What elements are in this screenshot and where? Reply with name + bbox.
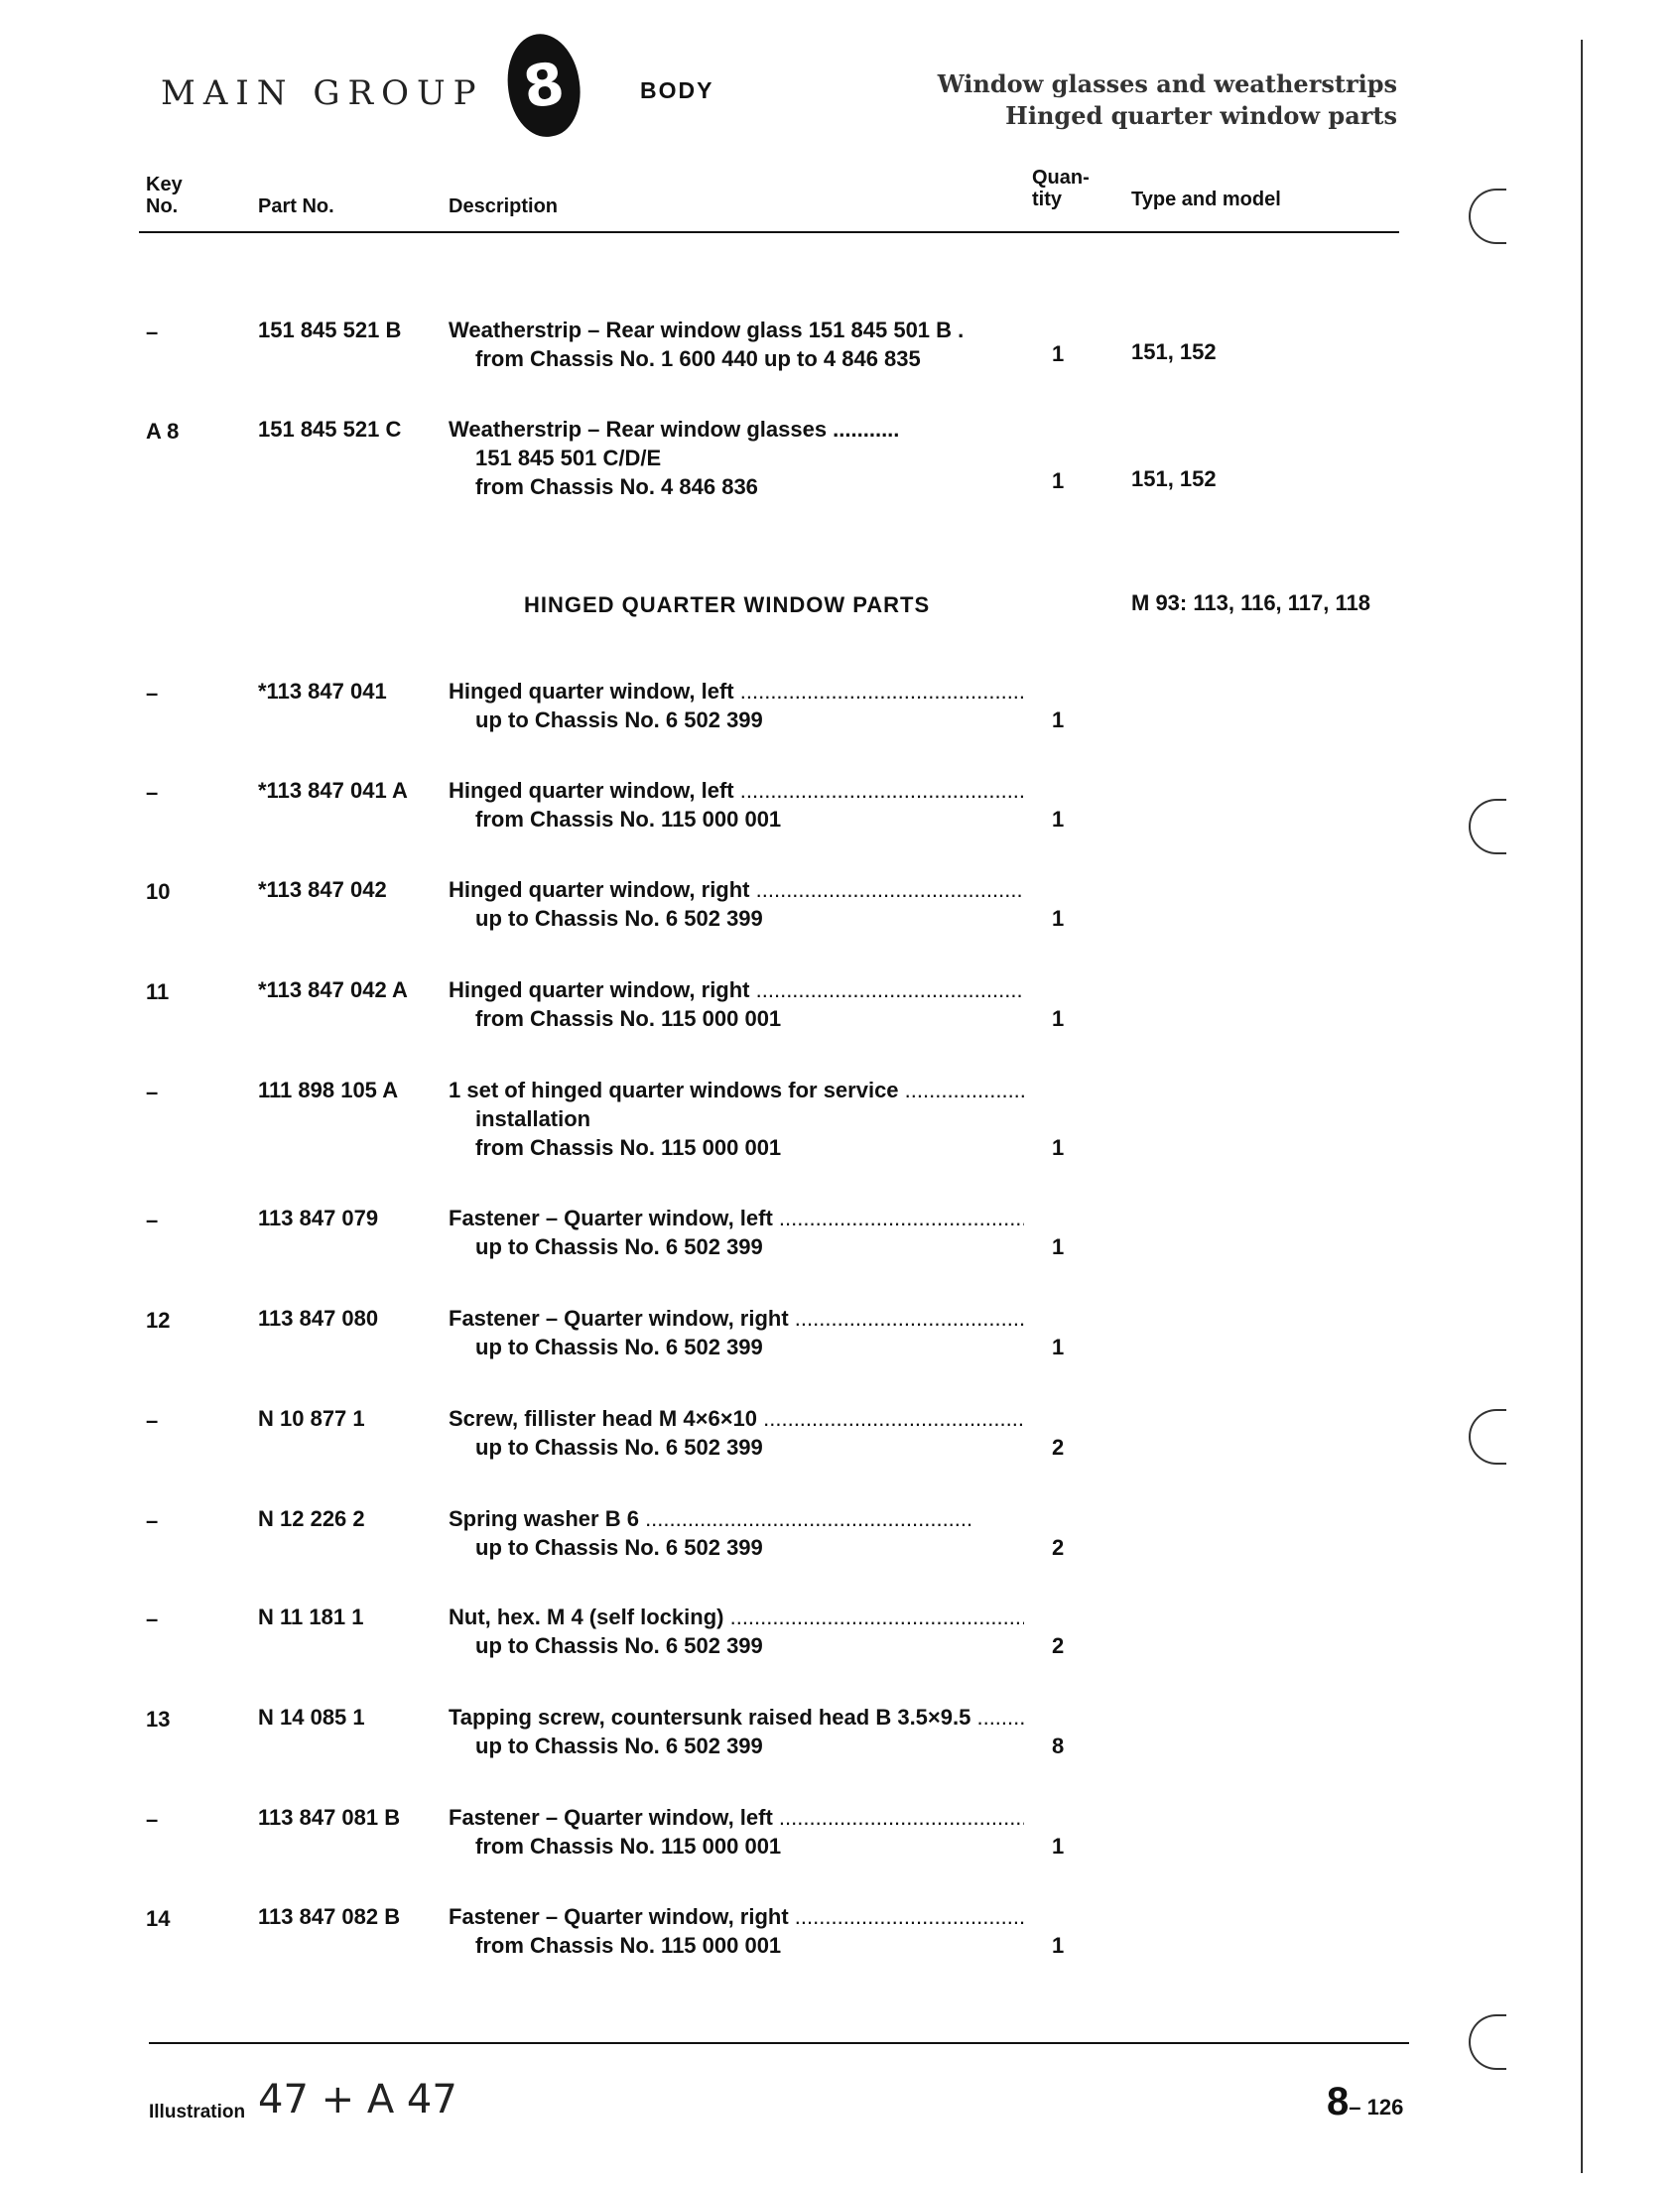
column-header-type: Type and model: [1131, 189, 1281, 210]
part-number: *113 847 042 A: [258, 977, 408, 1002]
part-number: *113 847 041 A: [258, 778, 408, 803]
column-header-quantity: [1032, 167, 1090, 210]
type-model: 151, 152: [1131, 466, 1217, 491]
key-number: –: [146, 1208, 159, 1232]
description-line: from Chassis No. 115 000 001: [475, 1135, 782, 1160]
quantity: 8: [1052, 1734, 1065, 1758]
key-number: 11: [146, 979, 170, 1004]
key-number: –: [146, 320, 159, 344]
key-number: –: [146, 1508, 159, 1533]
key-number: –: [146, 1408, 159, 1433]
quantity: 2: [1052, 1435, 1065, 1460]
subtitle-1: Window glasses and weatherstrips: [937, 69, 1397, 98]
key-number: –: [146, 1807, 159, 1832]
part-number: 151 845 521 C: [258, 417, 402, 442]
illustration-label: Illustration: [149, 2102, 246, 2122]
section-heading: HINGED QUARTER WINDOW PARTS: [524, 592, 931, 617]
description: [449, 677, 1024, 734]
description: [449, 1803, 1024, 1861]
header-rule: [139, 231, 1399, 233]
key-number: –: [146, 681, 159, 706]
part-number: N 10 877 1: [258, 1406, 365, 1431]
description: [449, 1304, 1024, 1361]
description: [449, 975, 1024, 1033]
part-number: 151 845 521 B: [258, 318, 402, 342]
description-line: 1 set of hinged quarter windows for service .....: [449, 1076, 1024, 1104]
description-line: up to Chassis No. 6 502 399: [475, 906, 763, 931]
description-line: from Chassis No. 115 000 001: [475, 1933, 782, 1958]
part-number: N 11 181 1: [258, 1605, 364, 1629]
quantity: 1: [1052, 707, 1065, 732]
description-line: up to Chassis No. 6 502 399: [475, 707, 763, 732]
description: [449, 1603, 1024, 1660]
key-number: 12: [146, 1308, 171, 1333]
section-title: BODY: [640, 77, 714, 103]
description-line: from Chassis No. 115 000 001: [475, 1834, 782, 1859]
page-number-main: 8: [1327, 2080, 1350, 2123]
quantity: 1: [1052, 341, 1065, 366]
description-line: Hinged quarter window, right .....: [449, 975, 1024, 1004]
description: [449, 1404, 1024, 1462]
column-header-description: Description: [449, 195, 559, 217]
key-number: A 8: [146, 419, 180, 444]
quantity: 1: [1052, 1135, 1065, 1160]
description-line: Fastener – Quarter window, left .....: [449, 1204, 1024, 1232]
description-line: up to Chassis No. 6 502 399: [475, 1633, 763, 1658]
subtitle-2: Hinged quarter window parts: [1005, 101, 1397, 130]
description-line: Fastener – Quarter window, left .....: [449, 1803, 1024, 1832]
part-number: 111 898 105 A: [258, 1078, 399, 1102]
description-line: Screw, fillister head M 4×6×10 .....: [449, 1404, 1024, 1433]
key-number: –: [146, 780, 159, 805]
description-line: up to Chassis No. 6 502 399: [475, 1435, 763, 1460]
footer-rule: [149, 2042, 1409, 2044]
part-number: *113 847 041: [258, 679, 387, 704]
description: [449, 1902, 1024, 1960]
description-line: installation: [475, 1106, 591, 1131]
description: [449, 875, 1024, 933]
description-line: up to Chassis No. 6 502 399: [475, 1335, 763, 1359]
quantity: 1: [1052, 1933, 1065, 1958]
description: [449, 1076, 1024, 1162]
quantity: 2: [1052, 1535, 1065, 1560]
description-line: up to Chassis No. 6 502 399: [475, 1734, 763, 1758]
description-line: 151 845 501 C/D/E: [475, 446, 662, 470]
quantity: 1: [1052, 1335, 1065, 1359]
quantity: 1: [1052, 807, 1065, 832]
description-line: Tapping screw, countersunk raised head B 3.5×9.5 .....: [449, 1703, 1024, 1732]
description-line: from Chassis No. 115 000 001: [475, 1006, 782, 1031]
part-number: N 14 085 1: [258, 1705, 365, 1730]
description-line: Fastener – Quarter window, right .....: [449, 1304, 1024, 1333]
quantity: 1: [1052, 1006, 1065, 1031]
column-header-part: Part No.: [258, 195, 334, 217]
key-number: –: [146, 1607, 159, 1631]
part-number: 113 847 080: [258, 1306, 379, 1331]
description: [449, 1703, 1024, 1760]
part-number: 113 847 081 B: [258, 1805, 401, 1830]
quantity: 2: [1052, 1633, 1065, 1658]
description-line: Spring washer B 6 .....: [449, 1504, 1024, 1533]
description-line: Weatherstrip – Rear window glass 151 845 501 B .: [449, 318, 965, 342]
section-type-model: M 93: 113, 116, 117, 118: [1131, 590, 1370, 615]
description: [449, 1504, 1024, 1562]
description: [449, 776, 1024, 834]
description-line: Hinged quarter window, left .....: [449, 677, 1024, 706]
column-header-key-line-2: No.: [146, 195, 179, 217]
column-header-key-line-1: Key: [146, 174, 183, 195]
group-number-badge: 8: [501, 29, 586, 141]
key-number: 14: [146, 1906, 171, 1931]
quantity: 1: [1052, 468, 1065, 493]
punch-hole: [1469, 1409, 1506, 1465]
quantity: 1: [1052, 906, 1065, 931]
description-line: from Chassis No. 115 000 001: [475, 807, 782, 832]
punch-hole: [1469, 799, 1506, 854]
binding-margin-line: [1581, 40, 1583, 2173]
type-model: 151, 152: [1131, 339, 1217, 364]
description-line: Hinged quarter window, right .....: [449, 875, 1024, 904]
description-line: up to Chassis No. 6 502 399: [475, 1234, 763, 1259]
main-group-label: MAIN GROUP: [161, 73, 484, 113]
description-line: Hinged quarter window, left .....: [449, 776, 1024, 805]
quantity: 1: [1052, 1234, 1065, 1259]
page-number-suffix: – 126: [1349, 2095, 1404, 2120]
column-header-quantity-line-2: tity: [1032, 189, 1062, 210]
punch-hole: [1469, 189, 1506, 244]
description: [449, 1204, 1024, 1261]
key-number: 13: [146, 1707, 171, 1732]
description: [449, 316, 1024, 373]
page-number: [1327, 2080, 1403, 2124]
quantity: 1: [1052, 1834, 1065, 1859]
punch-hole: [1469, 2014, 1506, 2070]
part-number: 113 847 079: [258, 1206, 379, 1230]
description: [449, 415, 1024, 501]
part-number: 113 847 082 B: [258, 1904, 401, 1929]
column-header-quantity-line-1: Quan-: [1032, 167, 1090, 189]
part-number: N 12 226 2: [258, 1506, 365, 1531]
key-number: 10: [146, 879, 171, 904]
description-line: Weatherstrip – Rear window glasses ...........: [449, 417, 900, 442]
description-line: Fastener – Quarter window, right .....: [449, 1902, 1024, 1931]
description-line: up to Chassis No. 6 502 399: [475, 1535, 763, 1560]
description-line: from Chassis No. 1 600 440 up to 4 846 835: [475, 346, 921, 371]
description-line: from Chassis No. 4 846 836: [475, 474, 758, 499]
illustration-reference: 47 + A 47: [258, 2077, 457, 2122]
description-line: Nut, hex. M 4 (self locking) .....: [449, 1603, 1024, 1631]
column-header-key: [146, 174, 183, 217]
part-number: *113 847 042: [258, 877, 387, 902]
key-number: –: [146, 1080, 159, 1104]
